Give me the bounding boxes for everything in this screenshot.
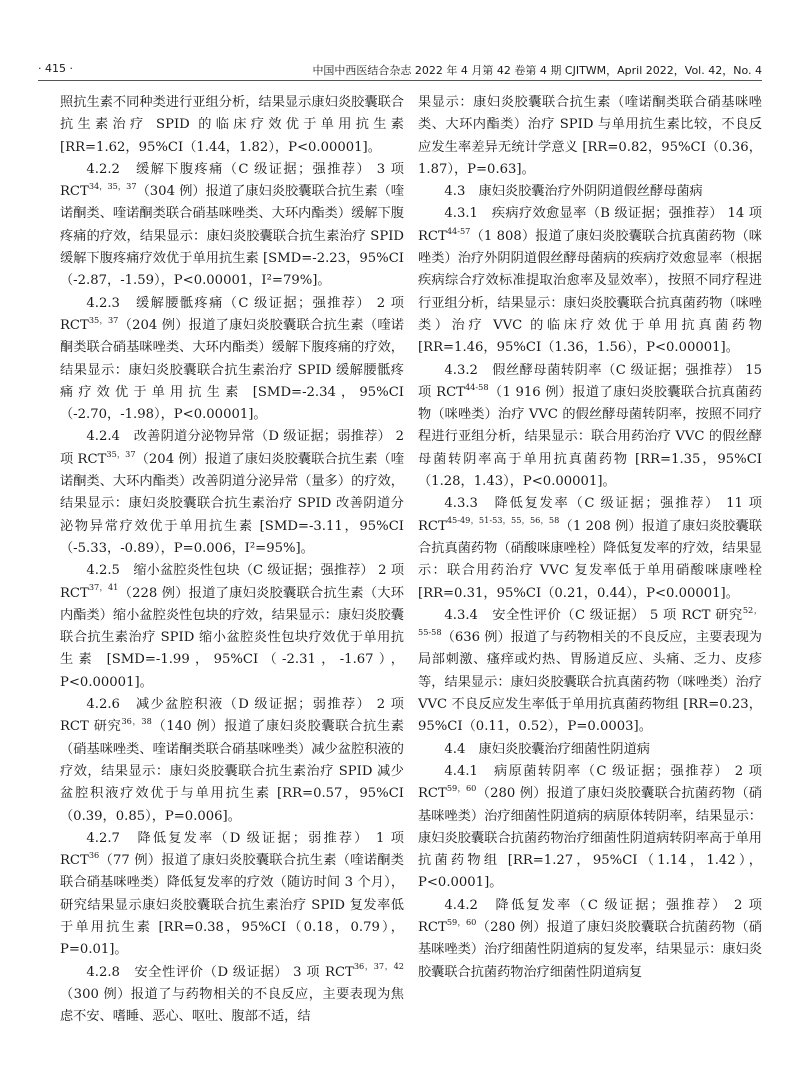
paragraph-continued: 照抗生素不同种类进行亚组分析，结果显示康妇炎胶囊联合抗生素治疗 SPID 的临床疗效优于单用抗生素 [RR=1.62，95%CI（1.44，1.82），P<0.00001]。: [60, 95, 404, 155]
citation-ref: 35，37: [106, 448, 136, 459]
citation-ref: 37，41: [88, 582, 119, 593]
journal-citation: 中国中西医结合杂志 2022 年 4 月第 42 卷第 4 期 CJITWM，April 2022，Vol. 42，No. 4: [312, 64, 762, 77]
section-heading-4-3: 4.3 康妇炎胶囊治疗外阴阴道假丝酵母菌病: [444, 184, 703, 200]
paragraph-4-3-1: 4.3.1 疾病疗效愈显率（B 级证据；强推荐） 14 项 RCT$^{44-57}$（1 808）报道了康妇炎胶囊联合抗真菌药物（咪唑类）治疗外阴阴道假丝酵母菌病的疾病疗效愈显率（根据疾病综合疗效标准提取治愈率及显效率），按照不同疗程进行亚组分析，结果显示：康妇炎胶囊联合抗真菌药物（咪唑类）治疗 VVC 的临床疗效优于单用抗真菌药物 [RR=1.46，95%CI（1.36，1.56），P<0.00001]。: [418, 206, 762, 356]
citation-ref: 44-58: [464, 381, 489, 392]
section-heading-4-4: 4.4 康妇炎胶囊治疗细菌性阴道病: [444, 741, 650, 757]
citation-ref: 59，60: [446, 783, 477, 793]
paragraph-continued: 果显示：康妇炎胶囊联合抗生素（喹诺酮类联合硝基咪唑类、大环内酯类）治疗 SPID 与单用抗生素比较，不良反应发生率差异无统计学意义 [RR=0.82，95%CI（0.36，1.87），P=0.63]。: [418, 95, 762, 177]
citation-ref: 45-49，51-53，55，56，58: [446, 515, 560, 526]
left-column: [60, 92, 404, 1028]
citation-ref: 34，35，37: [88, 180, 137, 191]
citation-ref: 35，37: [88, 314, 119, 325]
citation-ref: 59，60: [446, 916, 477, 927]
paragraph-4-4-1: 4.4.1 病原菌转阴率（C 级证据；强推荐） 2 项 $RCT^{59,60}(280$ 例）报道了康妇炎胶囊联合抗菌药物（硝基咪唑类）治疗细菌性阴道病的病原体转阴率，结果显示：康妇炎胶囊联合抗菌药物治疗细菌性阴道病转阴率高于单用抗菌药物组 [RR=1.27，95%CI（1.14，1.42），P<0.0001]。: [418, 763, 762, 891]
paragraph-4-4-2: 4.4.2 降低复发率（C 级证据；强推荐） 2 项 $RCT^{59,60}(280$ 例）报道了康妇炎胶囊联合抗菌药物（硝基咪唑类）治疗细菌性阴道病的复发率，结果显示：康妇炎胶囊联合抗菌药物治疗细菌性阴道病复: [418, 897, 762, 980]
paragraph-4-2-4: 4.2.4 改善阴道分泌物异常（D 级证据；弱推荐） 2 项 $RCT^{35,37}(204$ 例）报道了康妇炎胶囊联合抗生素（喹诺酮类、大环内酯类）改善阴道分泌异常（量多）的疗效，结果显示：康妇炎胶囊联合抗生素治疗 SPID 改善阴道分泌物异常疗效优于单用抗生素 [SMD=-3.11，95%CI（-5.33，-0.89），P=0.006，I²=95%]。: [60, 429, 404, 556]
paragraph-4-2-3: 4.2.3 缓解腰骶疼痛（C 级证据；强推荐） 2 项 $RCT^{35,37}(204$ 例）报道了康妇炎胶囊联合抗生素（喹诺酮类联合硝基咪唑类、大环内酯类）缓解下腹疼痛的疗效，结果显示：康妇炎胶囊联合抗生素治疗 SPID 缓解腰骶疼痛疗效优于单用抗生素 [SMD=-2.34，95%CI（-2.70，-1.98），P<0.00001]。: [60, 295, 404, 423]
paragraph-4-2-7: 4.2.7 降低复发率（D 级证据；弱推荐） 1 项 RCT$^{36}$（77 例）报道了康妇炎胶囊联合抗生素（喹诺酮类联合硝基咪唑类）降低复发率的疗效（随访时间 3 个月），研究结果显示康妇炎胶囊联合抗生素治疗 SPID 复发率低于单用抗生素 [RR=0.38，95%CI（0.18，0.79），P=0.01]。: [60, 830, 404, 958]
page-number: · 415 ·: [38, 62, 73, 75]
citation-ref: 52，55-58: [418, 604, 762, 637]
citation-ref: 36，37，42: [353, 961, 404, 972]
citation-ref: 36，38: [121, 716, 152, 727]
paragraph-4-3-3: 4.3.3 降低复发率（C 级证据；强推荐） 11 项 $RCT^{45-49,51-53,55,56,58}(1$ 208 例）报道了康妇炎胶囊联合抗真菌药物（硝酸咪康唑栓）降低复发率的疗效，结果显示：联合用药治疗 VVC 复发率低于单用硝酸咪康唑栓 [RR=0.31，95%CI（0.21，0.44），P<0.00001]。: [418, 496, 763, 601]
paragraph-4-2-8: 4.2.8 安全性评价（D 级证据） 3 项 $RCT^{36,37,42}(300$ 例）报道了与药物相关的不良反应，主要表现为焦虑不安、嗜睡、恶心、呕吐、腹部不适，结: [60, 961, 404, 1025]
paragraph-4-2-6: 4.2.6 减少盆腔积液（D 级证据；弱推荐） 2 项 RCT 研究$^{36,38}$（140 例）报道了康妇炎胶囊联合抗生素（硝基咪唑类、喹诺酮类联合硝基咪唑类）减少盆腔积液的疗效，结果显示：康妇炎胶囊联合抗生素治疗 SPID 减少盆腔积液疗效优于与单用抗生素 [RR=0.57，95%CI（0.39，0.85），P=0.006]。: [60, 697, 404, 824]
paragraph-4-2-5: 4.2.5 缩小盆腔炎性包块（C 级证据；强推荐） 2 项 $RCT^{37,41}(228$ 例）报道了康妇炎胶囊联合抗生素（大环内酯类）缩小盆腔炎性包块的疗效，结果显示：康妇炎胶囊联合抗生素治疗 SPID 缩小盆腔炎性包块疗效优于单用抗生素 [SMD=-1.99，95%CI（-2.31，-1.67），P<0.00001]。: [60, 563, 404, 690]
citation-ref: 44-57: [446, 225, 471, 236]
citation-ref: 36: [88, 849, 100, 860]
right-column: [418, 92, 762, 984]
running-header: [38, 58, 762, 81]
paragraph-4-3-2: 4.3.2 假丝酵母菌转阴率（C 级证据；强推荐） 15 项 RCT$^{44-58}$（1 916 例）报道了康妇炎胶囊联合抗真菌药物（咪唑类）治疗 VVC 的假丝酵母菌转阴率，按照不同疗程进行亚组分析，结果显示：联合用药治疗 VVC 的假丝酵母菌转阴率高于单用抗真菌药物 [RR=1.35，95%CI（1.28，1.43），P<0.00001]。: [418, 362, 762, 490]
paragraph-4-3-4: 4.3.4 安全性评价（C 级证据） 5 项 RCT 研究$^{52,55-58}$（636 例）报道了与药物相关的不良反应，主要表现为局部刺激、瘙痒或灼热、胃肠道反应、头痛、乏力、皮疹等，结果显示：康妇炎胶囊联合抗真菌药物（咪唑类）治疗 VVC 不良反应发生率低于单用抗真菌药物组 [RR=0.23，95%CI（0.11，0.52），P=0.0003]。: [418, 604, 762, 735]
paragraph-4-2-2: 4.2.2 缓解下腹疼痛（C 级证据；强推荐） 3 项 $RCT^{34,35,37}(304$ 例）报道了康妇炎胶囊联合抗生素（喹诺酮类、喹诺酮类联合硝基咪唑类、大环内酯类）缓解下腹疼痛的疗效，结果显示：康妇炎胶囊联合抗生素治疗 SPID 缓解下腹疼痛疗效优于单用抗生素 [SMD=-2.23，95%CI（-2.87，-1.59），P<0.00001，I²=79%]。: [60, 161, 404, 289]
